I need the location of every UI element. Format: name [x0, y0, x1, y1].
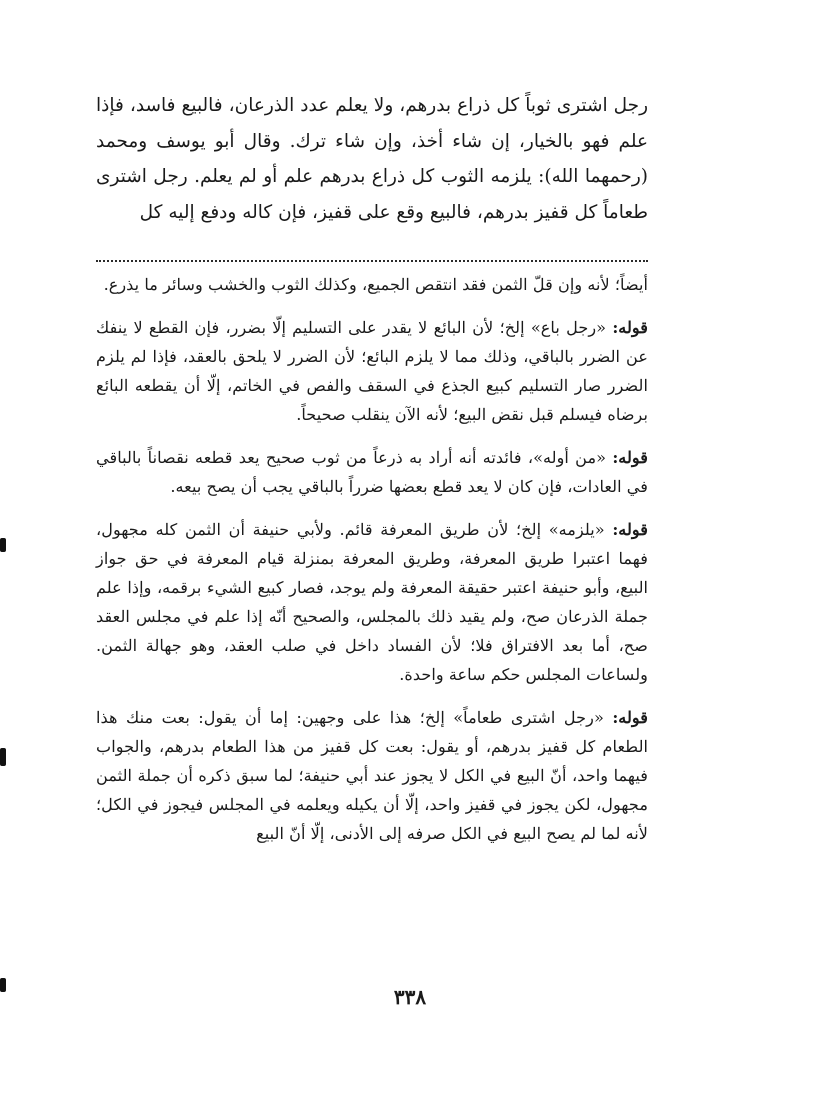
commentary-keyword: قوله:	[612, 708, 648, 727]
scan-edge-mark	[0, 748, 6, 766]
commentary-paragraph	[96, 270, 648, 299]
main-text	[96, 88, 648, 230]
commentary-text: أيضاً؛ لأنه وإن قلّ الثمن فقد انتقص الجميع، وكذلك الثوب والخشب وسائر ما يذرع.	[103, 275, 648, 294]
document-page	[96, 88, 648, 862]
commentary-text: «يلزمه» إلخ؛ لأن طريق المعرفة قائم. ولأبي حنيفة أن الثمن كله مجهول، فهما اعتبرا طريق المعرفة، وطريق المعرفة بمنزلة قيام المعرفة في حق جواز البيع، وأبو حنيفة اعتبر حقيقة المعرفة ولم يوجد، فصار كبيع الشيء برقمه، وإذا علم جملة الذرعان صح، ولم يقيد ذلك بالمجلس، والصحيح أنّه إذا علم في مجلس العقد صح، أما بعد الافتراق فلا؛ لأن الفساد داخل في صلب العقد، وهو جهالة الثمن. ولساعات المجلس حكم ساعة واحدة.	[96, 520, 648, 684]
commentary-paragraph	[96, 443, 648, 501]
commentary-keyword: قوله:	[612, 520, 648, 539]
commentary-text: «رجل اشترى طعاماً» إلخ؛ هذا على وجهين: إما أن يقول: بعت منك هذا الطعام كل قفيز بدرهم، أو يقول: بعت كل قفيز من هذا الطعام بدرهم، والجواب فيهما واحد، أنّ البيع في الكل لا يجوز عند أبي حنيفة؛ لما سبق ذكره أن جملة الثمن مجهول، لكن يجوز في قفيز واحد، إلّا أن يكيله ويعلمه في المجلس فيجوز في الكل؛ لأنه لما لم يصح البيع في الكل صرفه إلى الأدنى، إلّا أنّ البيع	[96, 708, 648, 843]
commentary-text: «من أوله»، فائدته أنه أراد به ذرعاً من ثوب صحيح يعد قطعه نقصاناً بالباقي في العادات، فإن كان لا يعد قطع بعضها ضرراً بالباقي يجب أن يصح بيعه.	[96, 448, 648, 496]
commentary-keyword: قوله:	[612, 448, 648, 467]
page-number: ٣٣٨	[393, 985, 427, 1009]
commentary-keyword: قوله:	[612, 318, 648, 337]
commentary-paragraph	[96, 515, 648, 689]
scan-edge-mark	[0, 538, 6, 552]
commentary-paragraph	[96, 703, 648, 848]
commentary	[96, 270, 648, 848]
main-text-paragraph: رجل اشترى ثوباً كل ذراع بدرهم، ولا يعلم عدد الذرعان، فالبيع فاسد، فإذا علم فهو بالخيار، إن شاء أخذ، وإن شاء ترك. وقال أبو يوسف ومحمد (رحمهما الله): يلزمه الثوب كل ذراع بدرهم علم أو لم يعلم. رجل اشترى طعاماً كل قفيز بدرهم، فالبيع وقع على قفيز، فإن كاله ودفع إليه كل	[96, 95, 648, 223]
commentary-text: «رجل باع» إلخ؛ لأن البائع لا يقدر على التسليم إلّا بضرر، فإن القطع لا ينفك عن الضرر بالباقي، وذلك مما لا يلزم البائع؛ لأن الضرر لا يلحق بالعقد، فإذا لم يلزم الضرر صار التسليم كبيع الجذع في السقف والفص في الخاتم، إلّا أن يقطعه البائع برضاه فيسلم قبل نقض البيع؛ لأنه الآن ينقلب صحيحاً.	[96, 318, 648, 424]
scan-edge-mark	[0, 978, 6, 992]
dotted-separator	[96, 252, 648, 262]
commentary-paragraph	[96, 313, 648, 429]
